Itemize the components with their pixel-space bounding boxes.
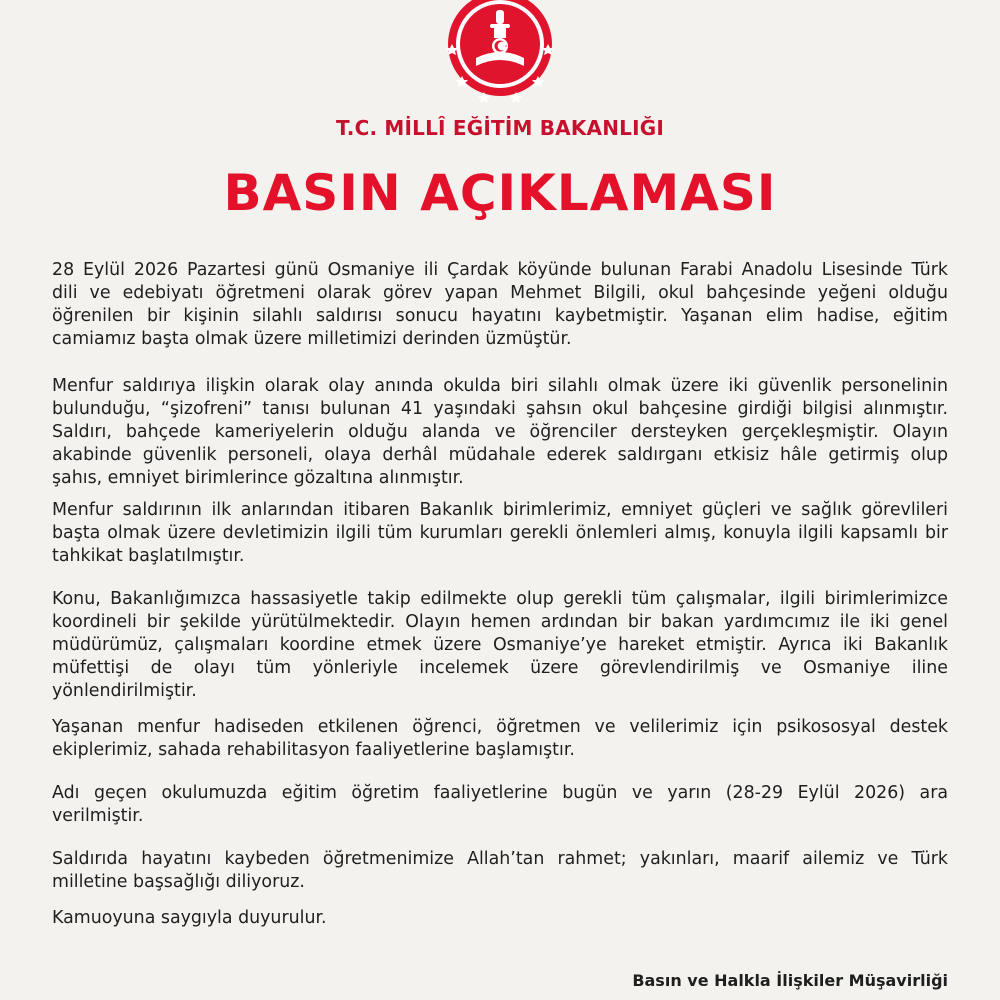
paragraph-8 [52,907,948,930]
text-line: başta olmak üzere devletimizin ilgili tüm kurumları gerekli önlemleri almış, konuyla ilgili kapsamlı bir [52,523,948,544]
text-line: Konu, Bakanlığımızca hassasiyetle takip edilmekte olup gerekli tüm çalışmalar, ilgili birimlerimizce [52,589,948,609]
text-line: 28 Eylül 2026 Pazartesi günü Osmaniye ili Çardak köyünde bulunan Farabi Anadolu Lisesinde Türk [52,260,948,280]
paragraph-2 [52,375,948,490]
text-line: bulunduğu, “şizofreni” tanısı bulunan 41 yaşındaki şahsın okul bahçesine girdiği bilgisi alınmıştır. [52,399,948,420]
text-line: Menfur saldırıya ilişkin olarak olay anında okulda biri silahlı olmak üzere iki güvenlik personelinin [52,376,948,396]
text-line: ekiplerimiz, sahada rehabilitasyon faaliyetlerine başlamıştır. [52,740,575,761]
text-line: Menfur saldırının ilk anlarından itibaren Bakanlık birimlerimiz, emniyet güçleri ve sağlık görevlileri [52,500,948,520]
ministry-name: T.C. MİLLÎ EĞİTİM BAKANLIĞI [335,116,665,140]
text-line: Saldırı, bahçede kameriyelerin olduğu alanda ve öğrenciler dersteyken gerçekleşmiştir. Olayın [52,422,948,443]
paragraph-6 [52,782,948,828]
signature: Basın ve Halkla İlişkiler Müşavirliği [632,971,948,990]
text-line: Kamuoyuna saygıyla duyurulur. [52,908,327,928]
text-line: müfettişi de olayı tüm yönleriyle incelemek üzere görevlendirilmiş ve Osmaniye iline [52,658,948,679]
meb-emblem-icon [432,0,568,108]
page-title: BASIN AÇIKLAMASI [223,164,777,222]
text-line: dili ve edebiyatı öğretmeni olarak görev yapan Mehmet Bilgili, okul bahçesinde yeğeni olduğu [52,283,948,304]
text-line: milletine başsağlığı diliyoruz. [52,872,305,893]
text-line: Yaşanan menfur hadiseden etkilenen öğrenci, öğretmen ve velilerimiz için psikososyal destek [52,717,948,737]
text-line: akabinde güvenlik personeli, olaya derhâl müdahale ederek saldırganı etkisiz hâle getirmiş olup [52,445,948,466]
text-line: şahıs, emniyet birimlerince gözaltına alınmıştır. [52,468,464,489]
text-line: koordineli bir şekilde yürütülmektedir. Olayın hemen ardından bir bakan yardımcımız ile iki genel [52,612,948,633]
paragraph-1 [52,259,948,351]
paragraph-7 [52,848,948,894]
text-line: öğrenilen bir kişinin silahlı saldırısı sonucu hayatını kaybetmiştir. Yaşanan elim hadise, eğitim [52,306,948,327]
text-line: yönlendirilmiştir. [52,681,197,702]
text-line: müdürümüz, çalışmaları koordine etmek üzere Osmaniye’ye hareket etmiştir. Ayrıca iki Bakanlık [52,635,948,656]
text-line: Adı geçen okulumuzda eğitim öğretim faaliyetlerine bugün ve yarın (28-29 Eylül 2026) ara [52,783,948,803]
text-line: tahkikat başlatılmıştır. [52,546,245,567]
paragraph-5 [52,716,948,762]
paragraph-4 [52,588,948,703]
text-line: verilmiştir. [52,806,144,827]
text-line: Saldırıda hayatını kaybeden öğretmenimize Allah’tan rahmet; yakınları, maarif ailemiz ve Türk [52,849,948,869]
paragraph-3 [52,499,948,568]
text-line: camiamız başta olmak üzere milletimizi derinden üzmüştür. [52,329,572,350]
